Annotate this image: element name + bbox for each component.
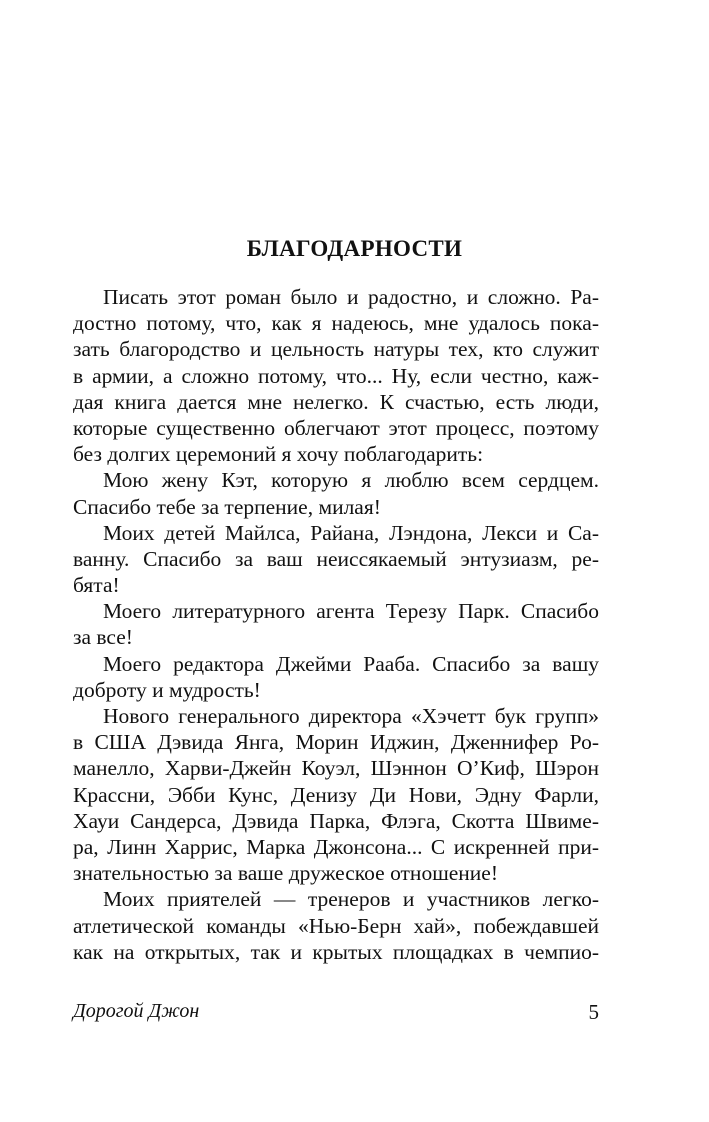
text-line: ванну. Спасибо за ваш неиссякаемый энтузиазм, ре- bbox=[73, 546, 599, 571]
text-line: за все! bbox=[73, 625, 133, 650]
text-line: дая книга дается мне нелегко. К счастью, есть люди, bbox=[73, 389, 599, 414]
text-line: как на открытых, так и крытых площадках в чемпио- bbox=[73, 939, 599, 964]
text-line: которые существенно облегчают этот процесс, поэтому bbox=[73, 415, 599, 440]
text-line: знательностью за ваше дружеское отношение! bbox=[73, 861, 499, 886]
text-line: Крассни, Эбби Кунс, Денизу Ди Нови, Эдну Фарли, bbox=[73, 782, 599, 807]
body-text bbox=[73, 284, 599, 965]
page-number: 5 bbox=[588, 1000, 599, 1024]
text-line: Моего литературного агента Терезу Парк. Спасибо bbox=[103, 599, 599, 624]
text-line: бята! bbox=[73, 573, 120, 598]
text-line: Писать этот роман было и радостно, и сложно. Ра- bbox=[103, 285, 599, 309]
running-title: Дорогой Джон bbox=[73, 1000, 200, 1022]
text-line: доброту и мудрость! bbox=[73, 677, 261, 702]
chapter-heading: БЛАГОДАРНОСТИ bbox=[246, 236, 463, 261]
text-line: манелло, Харви-Джейн Коуэл, Шэннон О’Киф, Шэрон bbox=[73, 756, 599, 781]
text-line: Нового генерального директора «Хэчетт бук групп» bbox=[103, 704, 599, 728]
page-footer bbox=[73, 1000, 599, 1028]
text-line: в США Дэвида Янга, Морин Иджин, Дженнифер Ро- bbox=[73, 730, 599, 755]
text-line: ра, Линн Харрис, Марка Джонсона... С искренней при- bbox=[73, 834, 599, 859]
text-line: Хауи Сандерса, Дэвида Парка, Флэга, Скотта Швиме- bbox=[73, 808, 599, 833]
text-line: Мою жену Кэт, которую я люблю всем сердцем. bbox=[103, 468, 599, 493]
text-line: Моих детей Майлса, Райана, Лэндона, Лекси и Са- bbox=[103, 520, 599, 545]
text-line: в армии, а сложно потому, что... Ну, если честно, каж- bbox=[73, 363, 599, 388]
text-line: Моих приятелей — тренеров и участников легко- bbox=[103, 887, 599, 912]
text-line: без долгих церемоний я хочу поблагодарить: bbox=[73, 442, 484, 467]
text-line: достно потому, что, как я надеюсь, мне удалось пока- bbox=[73, 311, 599, 336]
text-line: Спасибо тебе за терпение, милая! bbox=[73, 494, 381, 519]
text-line: Моего редактора Джейми Рааба. Спасибо за вашу bbox=[103, 651, 599, 676]
text-line: зать благородство и цельность натуры тех, кто служит bbox=[73, 337, 599, 362]
text-line: атлетической команды «Нью-Берн хай», побеждавшей bbox=[73, 913, 599, 938]
